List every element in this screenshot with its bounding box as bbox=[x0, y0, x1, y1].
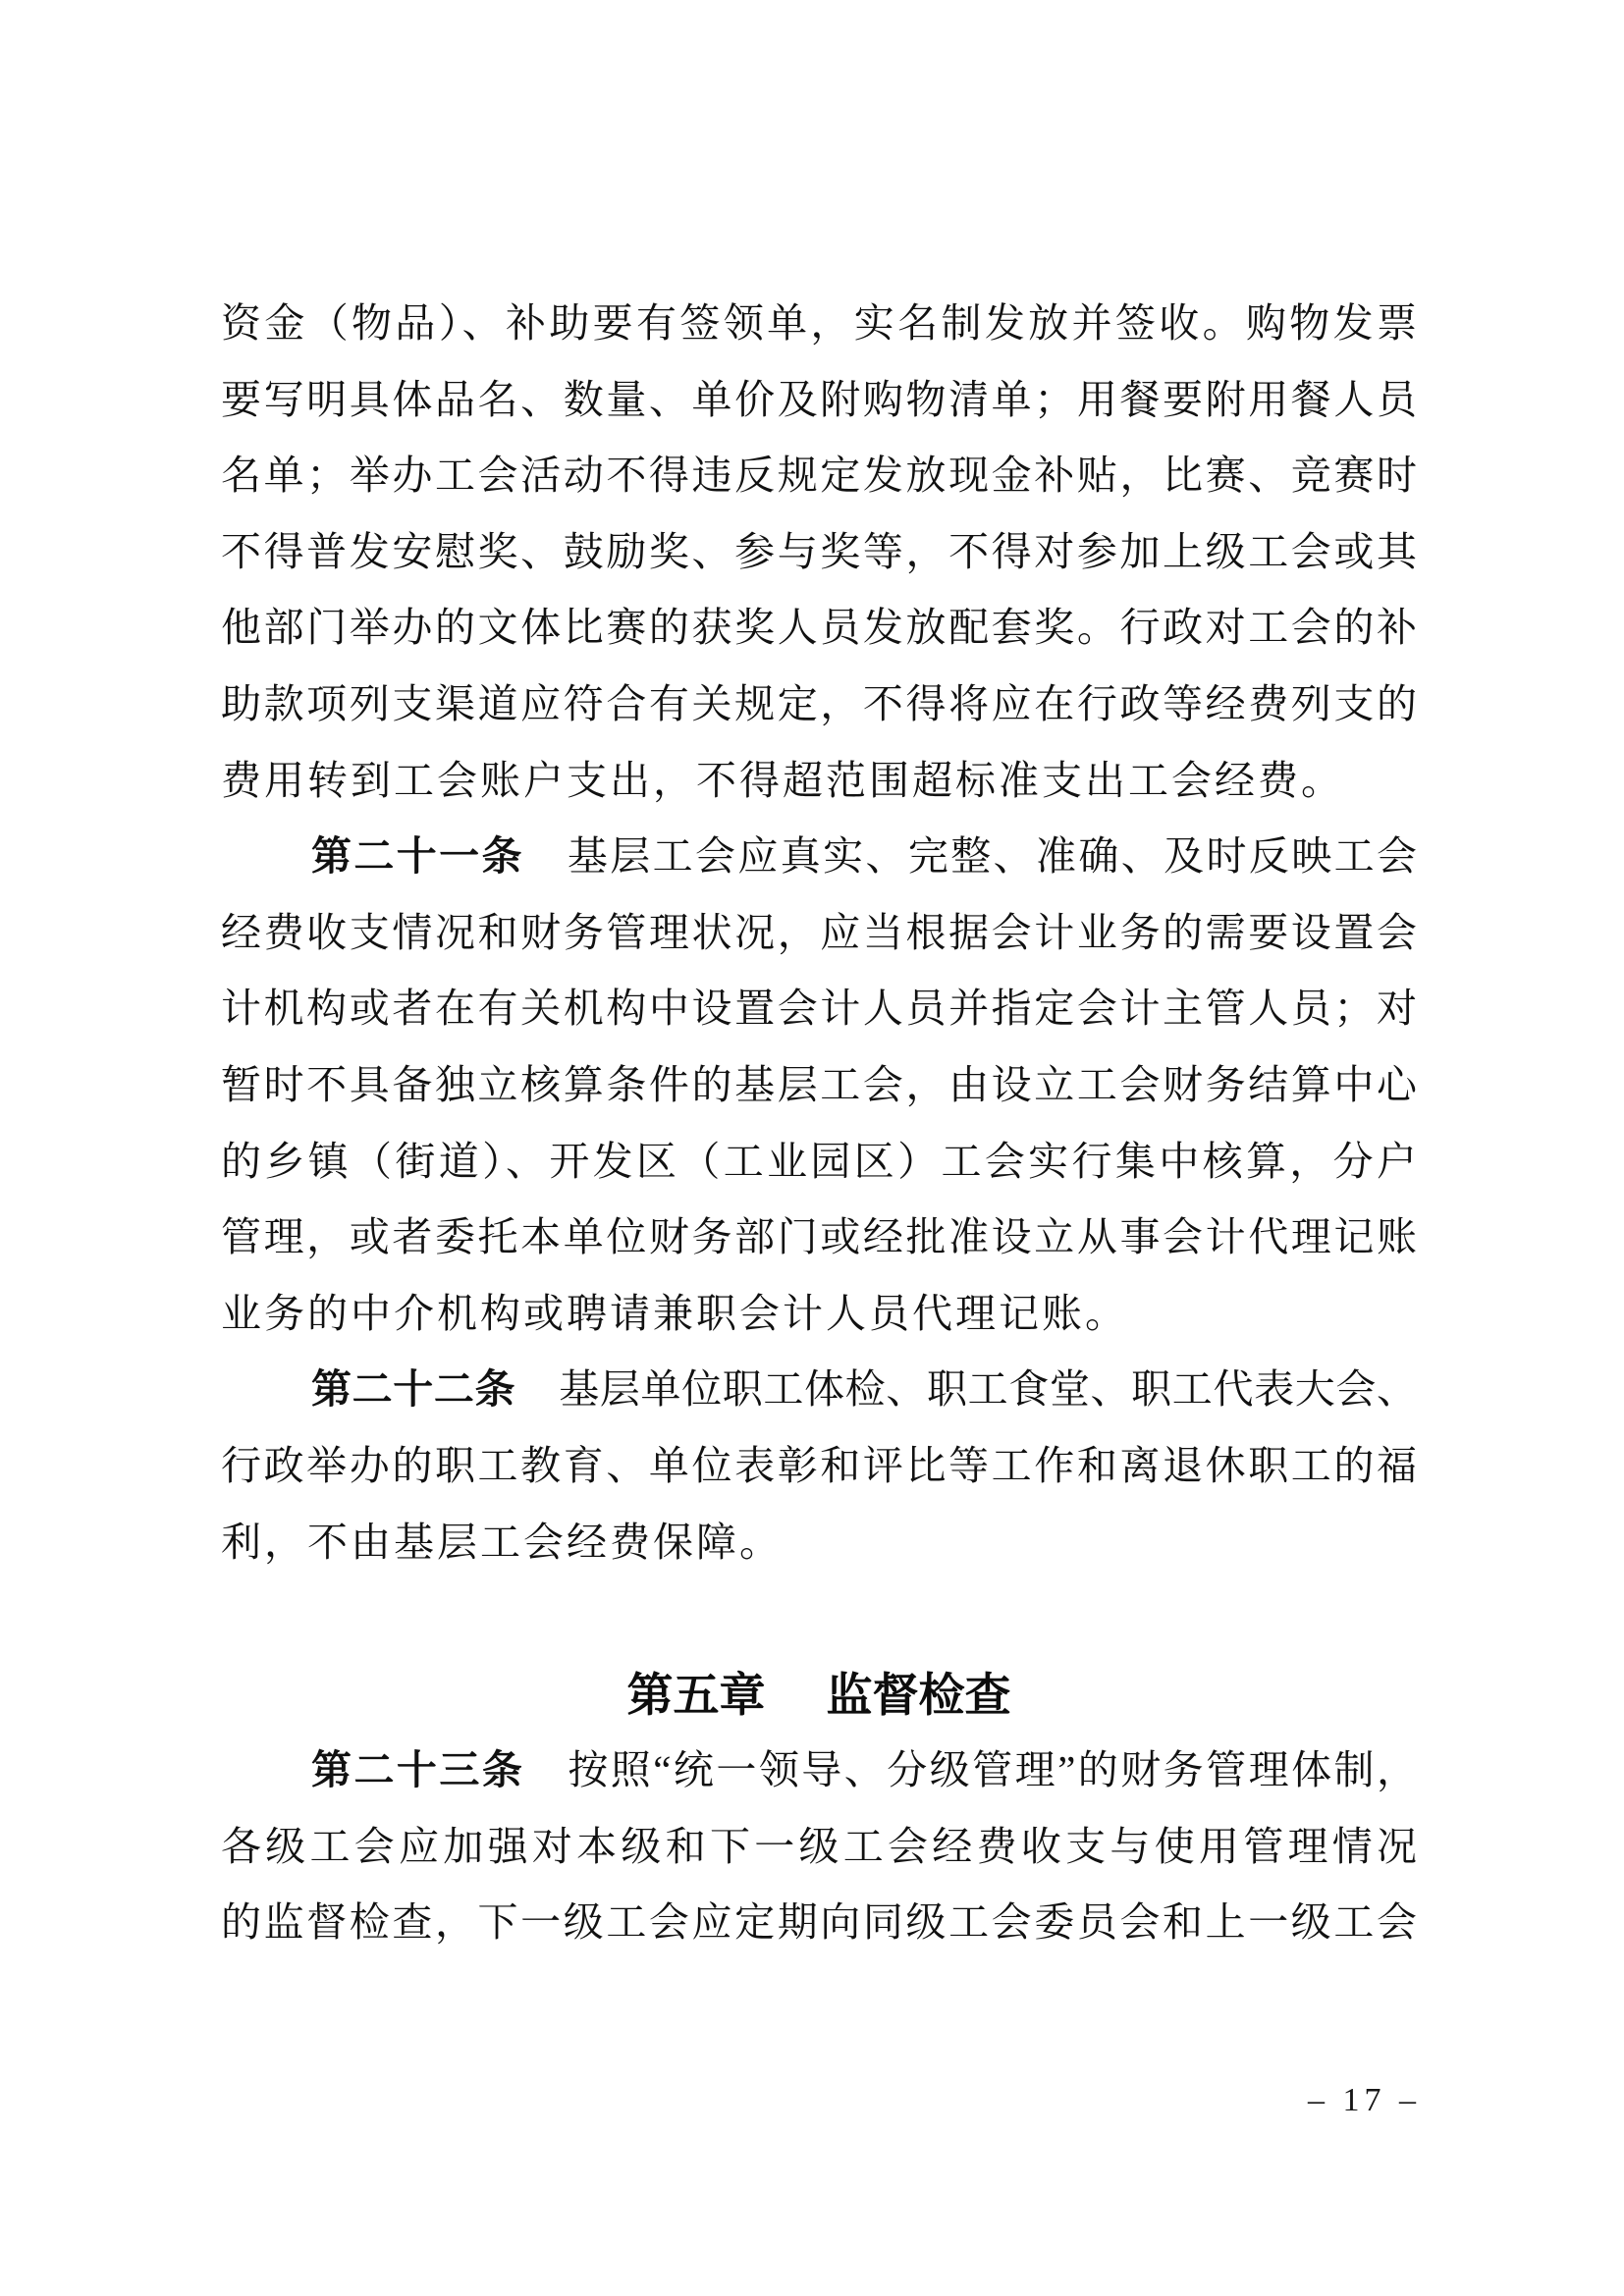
text-line: 要写明具体品名、数量、单价及附购物清单；用餐要附用餐人员 bbox=[221, 376, 1417, 422]
text-line: 第二十一条 基层工会应真实、完整、准确、及时反映工会 bbox=[311, 833, 1417, 880]
text-line: 各级工会应加强对本级和下一级工会经费收支与使用管理情况 bbox=[221, 1823, 1417, 1869]
text-line: 第二十三条 按照“统一领导、分级管理”的财务管理体制， bbox=[311, 1747, 1417, 1793]
text-line: 管理，或者委托本单位财务部门或经批准设立从事会计代理记账 bbox=[221, 1214, 1417, 1260]
chapter-heading bbox=[221, 1657, 1417, 1734]
chapter-number: 第五章 bbox=[626, 1668, 766, 1721]
text-line: 暂时不具备独立核算条件的基层工会，由设立工会财务结算中心 bbox=[221, 1061, 1417, 1107]
text-line: 名单；举办工会活动不得违反规定发放现金补贴，比赛、竞赛时 bbox=[221, 453, 1417, 499]
text-line: 的监督检查，下一级工会应定期向同级工会委员会和上一级工会 bbox=[221, 1899, 1417, 1946]
article-number: 第二十三条 bbox=[311, 1747, 525, 1793]
text-line: 经费收支情况和财务管理状况，应当根据会计业务的需要设置会 bbox=[221, 909, 1417, 955]
text-line: 利，不由基层工会经费保障。 bbox=[221, 1519, 783, 1565]
text-line: 的乡镇（街道）、开发区（工业园区）工会实行集中核算，分户 bbox=[221, 1138, 1417, 1184]
text-line: 第二十二条 基层单位职工体检、职工食堂、职工代表大会、 bbox=[311, 1366, 1418, 1413]
blank-line bbox=[221, 1580, 1417, 1657]
page-number: – 17 – bbox=[1308, 2082, 1421, 2118]
text-line: 费用转到工会账户支出，不得超范围超标准支出工会经费。 bbox=[221, 757, 1344, 803]
text-line: 助款项列支渠道应符合有关规定，不得将应在行政等经费列支的 bbox=[221, 680, 1417, 726]
text-line: 他部门举办的文体比赛的获奖人员发放配套奖。行政对工会的补 bbox=[221, 605, 1417, 651]
article-number: 第二十二条 bbox=[311, 1366, 516, 1413]
text-line: 资金（物品）、补助要有签领单，实名制发放并签收。购物发票 bbox=[221, 300, 1417, 346]
article-number: 第二十一条 bbox=[311, 833, 524, 880]
text-line: 计机构或者在有关机构中设置会计人员并指定会计主管人员；对 bbox=[221, 986, 1417, 1032]
document-body bbox=[221, 286, 1417, 1961]
text-line: 不得普发安慰奖、鼓励奖、参与奖等，不得对参加上级工会或其 bbox=[221, 528, 1417, 574]
chapter-title: 监督检查 bbox=[826, 1668, 1011, 1721]
text-line: 行政举办的职工教育、单位表彰和评比等工作和离退休职工的福 bbox=[221, 1442, 1417, 1488]
text-line: 业务的中介机构或聘请兼职会计人员代理记账。 bbox=[221, 1290, 1128, 1336]
